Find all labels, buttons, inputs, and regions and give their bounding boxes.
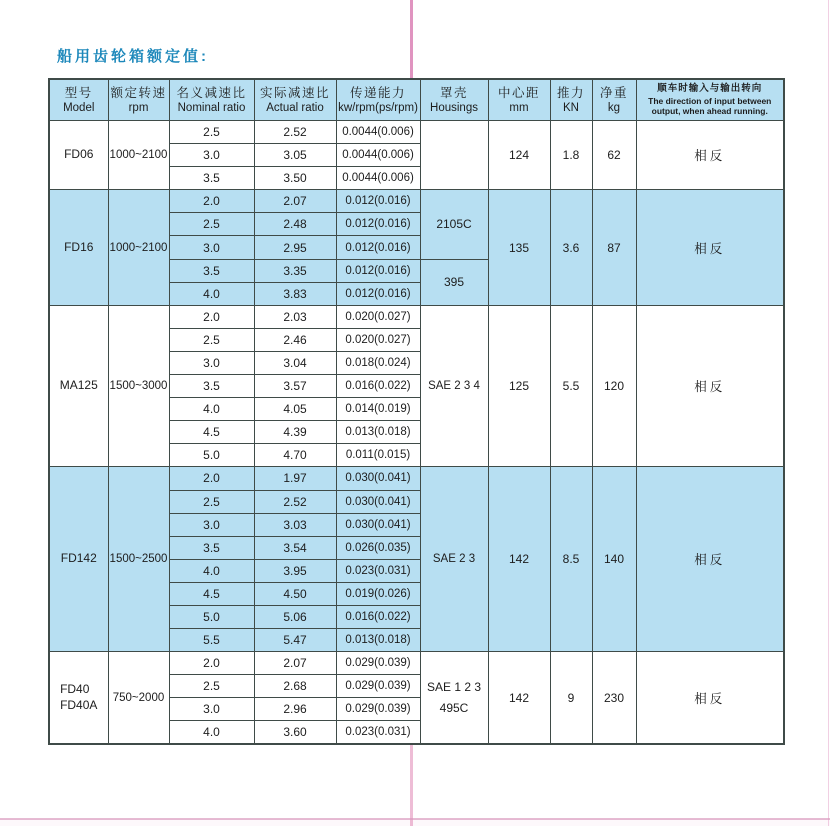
actual-ratio-cell: 2.46 xyxy=(254,328,336,351)
table-row xyxy=(49,190,784,213)
nominal-ratio-cell: 3.0 xyxy=(169,698,254,721)
table-row xyxy=(49,652,784,675)
capacity-cell: 0.014(0.019) xyxy=(336,398,420,421)
center-distance-cell: 135 xyxy=(488,190,550,305)
housing-line: SAE 1 2 3 xyxy=(426,679,482,694)
col-header-housings-zh: 罩壳 xyxy=(439,85,468,100)
model-line: FD06 xyxy=(64,147,94,162)
capacity-cell: 0.029(0.039) xyxy=(336,698,420,721)
capacity-cell: 0.019(0.026) xyxy=(336,582,420,605)
model-line: FD40A xyxy=(60,697,98,712)
nominal-ratio-cell: 2.5 xyxy=(169,328,254,351)
capacity-cell: 0.0044(0.006) xyxy=(336,167,420,190)
nominal-ratio-cell: 4.5 xyxy=(169,582,254,605)
capacity-cell: 0.012(0.016) xyxy=(336,190,420,213)
actual-ratio-cell: 3.54 xyxy=(254,536,336,559)
net-weight-cell: 140 xyxy=(592,467,636,652)
actual-ratio-cell: 2.52 xyxy=(254,490,336,513)
housing-cell xyxy=(420,121,488,190)
col-header-capacity-zh: 传递能力 xyxy=(349,85,406,100)
nominal-ratio-cell: 2.5 xyxy=(169,490,254,513)
col-header-capacity xyxy=(336,79,420,121)
model-cell xyxy=(49,190,108,305)
center-distance-cell: 124 xyxy=(488,121,550,190)
capacity-cell: 0.030(0.041) xyxy=(336,490,420,513)
capacity-cell: 0.012(0.016) xyxy=(336,282,420,305)
nominal-ratio-cell: 2.0 xyxy=(169,652,254,675)
nominal-ratio-cell: 3.5 xyxy=(169,167,254,190)
nominal-ratio-cell: 4.0 xyxy=(169,398,254,421)
col-header-center-distance-en: mm xyxy=(509,101,529,114)
col-header-nominal-ratio-zh: 名义减速比 xyxy=(176,85,247,100)
capacity-cell: 0.029(0.039) xyxy=(336,675,420,698)
gearbox-spec-table xyxy=(48,78,785,745)
actual-ratio-cell: 1.97 xyxy=(254,467,336,490)
actual-ratio-cell: 2.03 xyxy=(254,305,336,328)
nominal-ratio-cell: 2.0 xyxy=(169,305,254,328)
direction-cell: 相反 xyxy=(636,652,784,744)
model-label xyxy=(61,551,97,567)
col-header-thrust-zh: 推力 xyxy=(556,85,585,100)
nominal-ratio-cell: 2.0 xyxy=(169,190,254,213)
nominal-ratio-cell: 2.5 xyxy=(169,213,254,236)
capacity-cell: 0.018(0.024) xyxy=(336,351,420,374)
nominal-ratio-cell: 4.0 xyxy=(169,721,254,744)
nominal-ratio-cell: 3.5 xyxy=(169,375,254,398)
model-cell xyxy=(49,305,108,467)
col-header-model-zh: 型号 xyxy=(64,85,93,100)
net-weight-cell: 120 xyxy=(592,305,636,467)
actual-ratio-cell: 3.57 xyxy=(254,375,336,398)
model-label xyxy=(64,147,93,163)
capacity-cell: 0.020(0.027) xyxy=(336,305,420,328)
center-distance-cell: 142 xyxy=(488,467,550,652)
col-header-thrust-en: KN xyxy=(563,101,579,114)
capacity-cell: 0.0044(0.006) xyxy=(336,121,420,144)
capacity-cell: 0.012(0.016) xyxy=(336,213,420,236)
col-header-housings-en: Housings xyxy=(430,101,478,114)
col-header-net-weight xyxy=(592,79,636,121)
housing-cell: SAE 2 3 4 xyxy=(420,305,488,467)
capacity-cell: 0.012(0.016) xyxy=(336,259,420,282)
actual-ratio-cell: 3.95 xyxy=(254,559,336,582)
model-label xyxy=(60,378,98,394)
net-weight-cell: 230 xyxy=(592,652,636,744)
nominal-ratio-cell: 2.5 xyxy=(169,121,254,144)
col-header-rpm xyxy=(108,79,169,121)
nominal-ratio-cell: 5.5 xyxy=(169,629,254,652)
col-header-thrust xyxy=(550,79,592,121)
capacity-cell: 0.026(0.035) xyxy=(336,536,420,559)
thrust-cell: 3.6 xyxy=(550,190,592,305)
center-distance-cell: 142 xyxy=(488,652,550,744)
thrust-cell: 1.8 xyxy=(550,121,592,190)
direction-cell: 相反 xyxy=(636,305,784,467)
nominal-ratio-cell: 4.0 xyxy=(169,559,254,582)
model-cell xyxy=(49,121,108,190)
page-edge-line-right xyxy=(828,0,830,826)
direction-cell: 相反 xyxy=(636,190,784,305)
nominal-ratio-cell: 4.0 xyxy=(169,282,254,305)
actual-ratio-cell: 2.07 xyxy=(254,652,336,675)
center-distance-cell: 125 xyxy=(488,305,550,467)
col-header-net-weight-en: kg xyxy=(607,101,621,114)
direction-cell: 相反 xyxy=(636,467,784,652)
capacity-cell: 0.016(0.022) xyxy=(336,375,420,398)
thrust-cell: 9 xyxy=(550,652,592,744)
capacity-cell: 0.013(0.018) xyxy=(336,421,420,444)
nominal-ratio-cell: 3.5 xyxy=(169,536,254,559)
col-header-nominal-ratio xyxy=(169,79,254,121)
page-title: 船用齿轮箱额定值: xyxy=(57,48,209,65)
rpm-cell: 1000~2100 xyxy=(108,121,169,190)
actual-ratio-cell: 4.05 xyxy=(254,398,336,421)
rpm-cell: 1000~2100 xyxy=(108,190,169,305)
direction-cell: 相反 xyxy=(636,121,784,190)
rpm-cell: 750~2000 xyxy=(108,652,169,744)
actual-ratio-cell: 2.95 xyxy=(254,236,336,259)
model-line: FD142 xyxy=(60,551,97,566)
actual-ratio-cell: 2.07 xyxy=(254,190,336,213)
actual-ratio-cell: 3.05 xyxy=(254,144,336,167)
housing-cell: 2105C xyxy=(420,190,488,259)
actual-ratio-cell: 3.35 xyxy=(254,259,336,282)
rpm-cell: 1500~2500 xyxy=(108,467,169,652)
actual-ratio-cell: 2.48 xyxy=(254,213,336,236)
actual-ratio-cell: 3.50 xyxy=(254,167,336,190)
net-weight-cell: 62 xyxy=(592,121,636,190)
model-line: FD40 xyxy=(60,682,90,696)
col-header-capacity-en: kw/rpm(ps/rpm) xyxy=(338,101,418,114)
table-row xyxy=(49,467,784,490)
capacity-cell: 0.011(0.015) xyxy=(336,444,420,467)
model-line: MA125 xyxy=(59,378,98,393)
housing-cell: 395 xyxy=(420,259,488,305)
capacity-cell: 0.012(0.016) xyxy=(336,236,420,259)
nominal-ratio-cell: 3.0 xyxy=(169,513,254,536)
col-header-center-distance-zh: 中心距 xyxy=(497,85,540,100)
header-row xyxy=(49,79,784,121)
model-label xyxy=(64,240,93,256)
col-header-direction-en: The direction of input between output, when ahead running. xyxy=(648,95,772,117)
thrust-cell: 8.5 xyxy=(550,467,592,652)
nominal-ratio-cell: 5.0 xyxy=(169,444,254,467)
actual-ratio-cell: 2.68 xyxy=(254,675,336,698)
net-weight-cell: 87 xyxy=(592,190,636,305)
col-header-model-en: Model xyxy=(63,101,95,114)
actual-ratio-cell: 4.70 xyxy=(254,444,336,467)
actual-ratio-cell: 3.60 xyxy=(254,721,336,744)
col-header-center-distance xyxy=(488,79,550,121)
col-header-housings xyxy=(420,79,488,121)
thrust-cell: 5.5 xyxy=(550,305,592,467)
actual-ratio-cell: 2.52 xyxy=(254,121,336,144)
col-header-nominal-ratio-en: Nominal ratio xyxy=(177,101,246,114)
nominal-ratio-cell: 3.0 xyxy=(169,351,254,374)
col-header-rpm-zh: 额定转速 xyxy=(110,85,167,100)
col-header-direction-zh: 顺车时输入与输出转向 xyxy=(657,83,763,95)
housing-line: 495C xyxy=(439,700,469,715)
actual-ratio-cell: 5.06 xyxy=(254,605,336,628)
actual-ratio-cell: 3.83 xyxy=(254,282,336,305)
nominal-ratio-cell: 3.0 xyxy=(169,144,254,167)
model-line: FD16 xyxy=(64,239,94,254)
col-header-model xyxy=(49,79,108,121)
col-header-rpm-en: rpm xyxy=(128,101,149,114)
table-row xyxy=(49,305,784,328)
page-bottom-strip xyxy=(0,819,830,826)
capacity-cell: 0.029(0.039) xyxy=(336,652,420,675)
actual-ratio-cell: 5.47 xyxy=(254,629,336,652)
actual-ratio-cell: 3.04 xyxy=(254,351,336,374)
actual-ratio-cell: 4.39 xyxy=(254,421,336,444)
housing-cell: SAE 2 3 xyxy=(420,467,488,652)
capacity-cell: 0.013(0.018) xyxy=(336,629,420,652)
housing-cell xyxy=(420,652,488,744)
nominal-ratio-cell: 5.0 xyxy=(169,605,254,628)
col-header-actual-ratio-zh: 实际减速比 xyxy=(259,85,330,100)
col-header-actual-ratio xyxy=(254,79,336,121)
col-header-actual-ratio-en: Actual ratio xyxy=(266,101,324,114)
capacity-cell: 0.023(0.031) xyxy=(336,559,420,582)
col-header-net-weight-zh: 净重 xyxy=(599,85,628,100)
nominal-ratio-cell: 3.0 xyxy=(169,236,254,259)
actual-ratio-cell: 3.03 xyxy=(254,513,336,536)
capacity-cell: 0.016(0.022) xyxy=(336,605,420,628)
rpm-cell: 1500~3000 xyxy=(108,305,169,467)
housing-lines xyxy=(421,677,488,719)
nominal-ratio-cell: 4.5 xyxy=(169,421,254,444)
capacity-cell: 0.020(0.027) xyxy=(336,328,420,351)
capacity-cell: 0.030(0.041) xyxy=(336,467,420,490)
col-header-direction xyxy=(636,79,784,121)
nominal-ratio-cell: 2.5 xyxy=(169,675,254,698)
actual-ratio-cell: 2.96 xyxy=(254,698,336,721)
nominal-ratio-cell: 2.0 xyxy=(169,467,254,490)
capacity-cell: 0.023(0.031) xyxy=(336,721,420,744)
model-cell xyxy=(49,467,108,652)
capacity-cell: 0.0044(0.006) xyxy=(336,144,420,167)
model-cell xyxy=(49,652,108,744)
actual-ratio-cell: 4.50 xyxy=(254,582,336,605)
table-row xyxy=(49,121,784,144)
capacity-cell: 0.030(0.041) xyxy=(336,513,420,536)
nominal-ratio-cell: 3.5 xyxy=(169,259,254,282)
model-label xyxy=(60,682,97,713)
